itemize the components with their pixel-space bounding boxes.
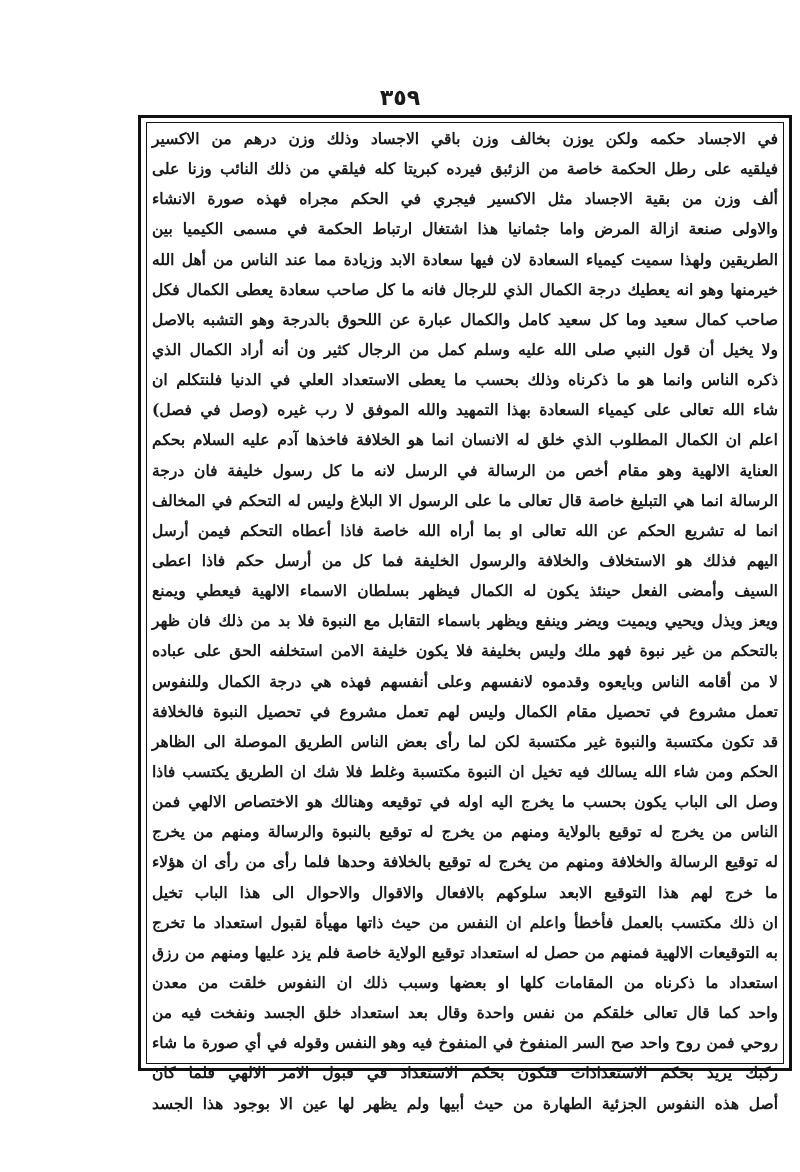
text-line-26: ما خرج لهم هذا التوقيع الابعد سلوكهم بالافعال والاقوال والاحوال الى هذا الباب تخيل [152, 882, 778, 902]
text-line-29: استعداد ما ذكرناه من المقامات كلها او بعضها وسبب ذلك ان النفوس خلقت من معدن [152, 972, 778, 992]
text-line-7: صاحب كمال سعيد وما كل سعيد كامل والكمال عبارة عن اللحوق بالدرجة وهو التشبه بالاصل [152, 309, 778, 329]
text-line-16: السيف وأمضى الفعل حينئذ يكون له الكمال فيظهر بسلطان الاسماء الالهية فيعطي ويمنع [152, 581, 778, 601]
text-line-22: الحكم ومن شاء الله يسالك فيه تخيل ان النبوة مكتسبة وغلط فلا شك ان الطريق يكتسب فاذا [152, 761, 778, 781]
text-line-30: واحد كما قال تعالى خلقكم من نفس واحدة وقال بعد استعداد خلق الجسد ونفخت فيه من [152, 1003, 778, 1023]
body-text [152, 124, 778, 1113]
text-line-9: ذكره الناس وانما هو ما ذكرناه وذلك بحسب ما يعطى الاستعداد العلي في الدنيا فلنتكلم ان [152, 370, 778, 390]
text-line-31: روحي فمن روح واحد صح السر المنفوخ في المنفوخ فيه وهو النفس وقوله في أي صورة ما شاء [152, 1033, 778, 1053]
text-line-11: اعلم ان الكمال المطلوب الذي خلق له الانسان انما هو الخلافة فاخذها آدم عليه السلام بحكم [152, 430, 778, 450]
text-line-20: تعمل مشروع في تحصيل مقام الكمال وليس لهم تعمل مشروع في تحصيل النبوة فالخلافة [152, 701, 778, 721]
text-line-3: ألف وزن من بقية الاجساد مثل الاكسير فيجري في الحكم مجراه فهذه صورة الانشاء [152, 189, 778, 209]
text-line-10: شاء الله تعالى على كيمياء السعادة بهذا التمهيد والله الموفق لا رب غيره (وصل في فصل) [152, 400, 778, 420]
text-line-19: لا من أقامه الناس وبايعوه وقدموه لانفسهم وعلى أنفسهم فهذه هي درجة الكمال وللنفوس [152, 671, 778, 691]
text-line-25: له توقيع الرسالة والخلافة ومنهم من يخرج له توقيع بالخلافة وحدها فلما رأى من رأى ان هؤلاء [152, 852, 778, 872]
text-line-2: فيلقيه على رطل الحكمة خاصة من الزئبق فيرده كبريتا كله فيلقي من ذلك النائب وزنا على [152, 159, 778, 179]
text-line-5: الطريقين ولهذا سميت كيمياء السعادة لان فيها سعادة الابد وزيادة مما عند الناس من أهل الله [152, 249, 778, 269]
text-line-15: اليهم فذلك هو الاستخلاف والخلافة والرسول الخليفة فما كل من أرسل حكم فاذا اعطى [152, 550, 778, 570]
text-line-1: في الاجساد حكمه ولكن يوزن بخالف وزن باقي الاجساد وذلك وزن درهم من الاكسير [152, 129, 778, 148]
text-line-21: قد تكون مكتسبة والنبوة غير مكتسبة لكن لما رأى بعض الناس الطريق الموصلة الى الظاهر [152, 731, 778, 751]
text-line-27: ان ذلك مكتسب بالعمل فأخطأ واعلم ان النفس من حيث ذاتها مهيأة لقبول استعداد ما تخرج [152, 912, 778, 932]
text-line-23: وصل الى الباب يكون بحسب ما يخرج اليه اوله في توقيعه وهنالك هو الاختصاص الالهي فمن [152, 792, 778, 812]
text-line-18: بالتحكم من غير نبوة فهو ملك وليس بخليفة فلا يكون خليفة الامن استخلفه الحق على عباده [152, 641, 778, 661]
text-line-8: ولا يخيل أن قول النبي صلى الله عليه وسلم كمل من الرجال كثير ون أنه أراد الكمال الذي [152, 339, 778, 359]
text-line-12: العناية الالهية وهو مقام أخص من الرسالة في الرسل لانه ما كل رسول خليفة فان درجة [152, 460, 778, 480]
text-line-6: خيرمنها وهو انه يعطيك درجة الكمال الذي للرجال فانه ما كل صاحب سعادة يعطى الكمال فكل [152, 279, 778, 299]
text-line-4: والاولى صنعة ازالة المرض واما جثمانيا هذا اشتغال ارتباط الحكمة في مسمى الكيميا بين [152, 219, 778, 239]
text-line-28: به التوقيعات الالهية فمنهم من حصل له استعداد توقيع الولاية خاصة فلم يزد عليها ومنهم من رزق [152, 942, 778, 962]
page-number: ٣٥٩ [379, 86, 421, 111]
text-line-32: ركبك يريد بحكم الاستعدادات فتكون بحكم الاستعداد في قبول الامر الالهي فلما كان [152, 1063, 778, 1083]
text-line-24: الناس من يخرج له توقيع بالولاية ومنهم من يخرج له توقيع بالنبوة والرسالة ومنهم من يخرج [152, 822, 778, 842]
text-line-33: أصل هذه النفوس الجزئية الطهارة من حيث أبيها ولم يظهر لها عين الا بوجود هذا الجسد [152, 1093, 778, 1113]
text-line-13: الرسالة انما هي التبليغ خاصة قال تعالى ما على الرسول الا البلاغ وليس له التحكم في المخالف [152, 490, 778, 510]
text-line-17: ويعز ويذل ويحيي ويميت ويضر وينفع ويظهر باسماء التقابل مع النبوة فلا بد من ذلك فان ظهر [152, 611, 778, 631]
text-line-14: انما له تشريع الحكم عن الله تعالى او بما أراه الله خاصة فاذا أعطاه التحكم فيمن أرسل [152, 520, 778, 540]
